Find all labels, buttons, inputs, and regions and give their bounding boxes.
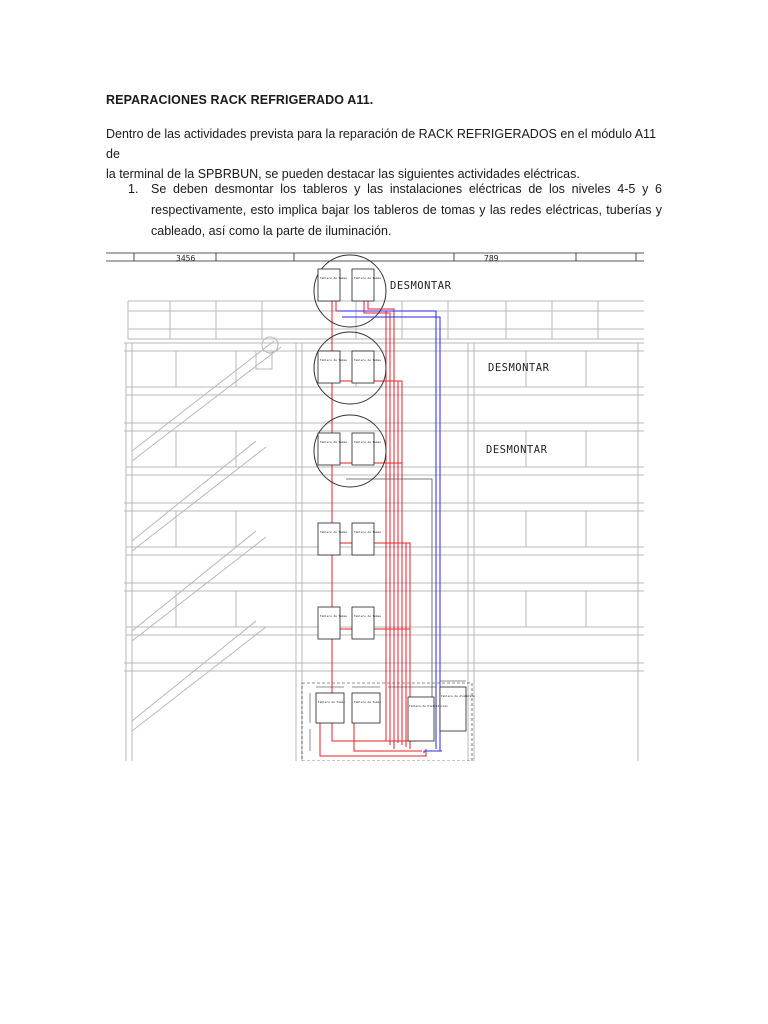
- panel-label: Tablero de Tomas: [318, 700, 345, 704]
- remove-annotation: DESMONTAR: [488, 362, 550, 374]
- panel-label: Tablero de Tomas: [354, 440, 381, 444]
- list-item-number: 1.: [128, 182, 139, 196]
- panel-label: Tablero de Tomas: [320, 530, 347, 534]
- lighting-wiring: [346, 479, 432, 721]
- electrical-rack-drawing: [106, 251, 644, 761]
- list-item-line: cableado, así como la parte de iluminación.: [151, 224, 392, 238]
- document-title: REPARACIONES RACK REFRIGERADO A11.: [106, 93, 374, 107]
- panel-label: Tablero de Tomas: [354, 358, 381, 362]
- outlet-panels: [316, 269, 466, 741]
- distribution-panel-label: Tablero de Distribución: [409, 704, 448, 708]
- panel-label: Tablero de Tomas: [354, 530, 381, 534]
- rack-structure: [124, 301, 644, 761]
- remove-annotation: DESMONTAR: [486, 444, 548, 456]
- panel-label: Tablero de Tomas: [354, 276, 381, 280]
- panel-label: Tablero de Tomas: [354, 614, 381, 618]
- list-item-line: Se deben desmontar los tableros y las instalaciones eléctricas de los niveles 4-5 y 6: [151, 182, 662, 196]
- panel-label: Tablero de Tomas: [320, 440, 347, 444]
- lighting-panel-label: Tablero de Alumbrado: [441, 694, 475, 698]
- panel-label: Tablero de Tomas: [320, 276, 347, 280]
- remove-annotation: DESMONTAR: [390, 280, 452, 292]
- header-label: 789: [484, 254, 499, 263]
- list-item-line: respectivamente, esto implica bajar los tableros de tomas y las redes eléctricas, tuberías y: [151, 203, 662, 217]
- header-label: 3456: [176, 254, 196, 263]
- panel-label: Tablero de Tomas: [320, 358, 347, 362]
- panel-label: Tablero de Tomas: [354, 700, 381, 704]
- intro-line: Dentro de las actividades prevista para la reparación de RACK REFRIGERADOS en el módulo A11 de: [106, 127, 657, 161]
- list-item-text: [151, 179, 662, 242]
- intro-line: la terminal de la SPBRBUN, se pueden destacar las siguientes actividades eléctricas.: [106, 167, 580, 181]
- panel-label: Tablero de Tomas: [320, 614, 347, 618]
- intro-paragraph: [106, 124, 662, 184]
